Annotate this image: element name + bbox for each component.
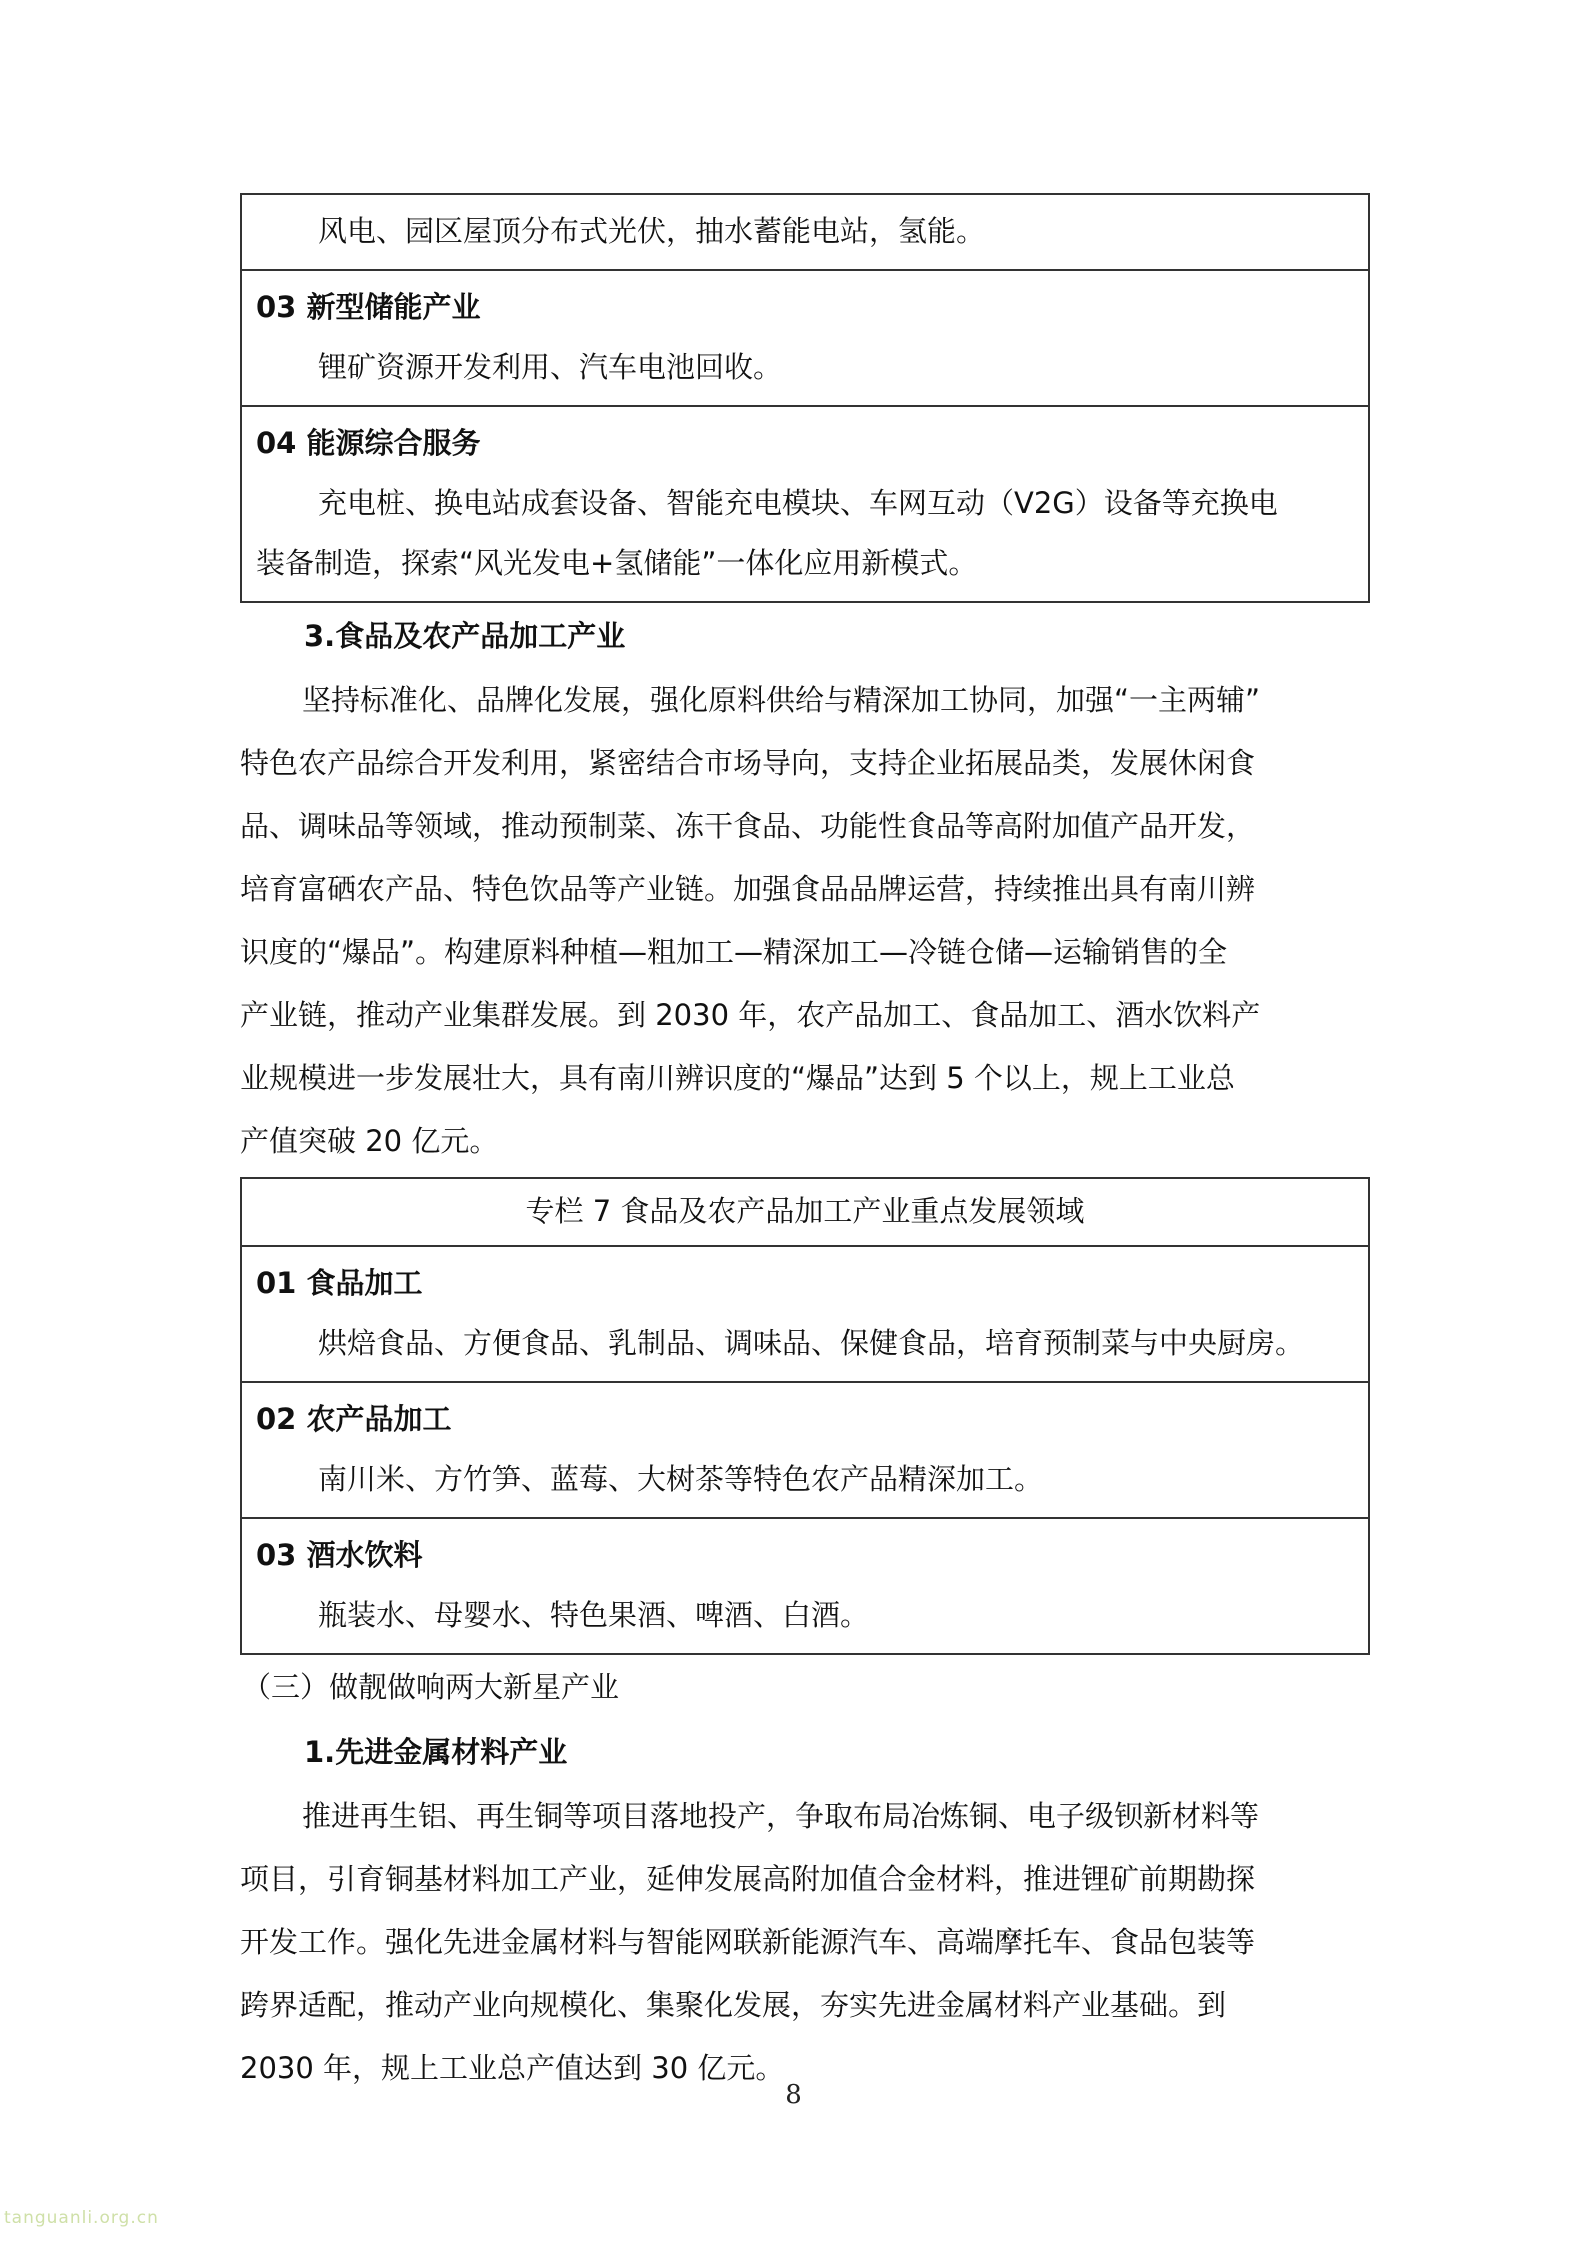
paragraph-line: 跨界适配，推动产业向规模化、集聚化发展，夯实先进金属材料产业基础。到	[240, 1988, 1227, 2022]
paragraph-line: 产值突破 20 亿元。	[240, 1124, 499, 1158]
paragraph-line: 培育富硒农产品、特色饮品等产业链。加强食品品牌运营，持续推出具有南川辨	[240, 872, 1256, 906]
table-cell-heading: 01 食品加工	[256, 1266, 423, 1300]
table-cell-agri	[242, 1383, 1368, 1519]
part-heading: （三）做靓做响两大新星产业	[242, 1670, 620, 1704]
paragraph-line: 2030 年，规上工业总产值达到 30 亿元。	[240, 2051, 785, 2085]
table-cell-text: 锂矿资源开发利用、汽车电池回收。	[318, 350, 783, 384]
table-cell-energy-service	[242, 407, 1368, 603]
table-cell-beverage	[242, 1519, 1368, 1655]
table-cell-food	[242, 1247, 1368, 1383]
paragraph-line: 特色农产品综合开发利用，紧密结合市场导向，支持企业拓展品类，发展休闲食	[240, 746, 1256, 780]
section-paragraph	[240, 669, 1370, 1173]
paragraph-line: 开发工作。强化先进金属材料与智能网联新能源汽车、高端摩托车、食品包装等	[240, 1925, 1256, 1959]
site-watermark: tanguanli.org.cn	[4, 2208, 159, 2228]
table-cell-continued	[242, 195, 1368, 271]
table-cell-heading: 03 新型储能产业	[256, 290, 481, 324]
paragraph-line: 产业链，推动产业集群发展。到 2030 年，农产品加工、食品加工、酒水饮料产	[240, 998, 1261, 1032]
paragraph-line: 业规模进一步发展壮大，具有南川辨识度的“爆品”达到 5 个以上，规上工业总	[240, 1061, 1235, 1095]
paragraph-line: 坚持标准化、品牌化发展，强化原料供给与精深加工协同，加强“一主两辅”	[302, 683, 1261, 717]
table-cell-text: 南川米、方竹笋、蓝莓、大树茶等特色农产品精深加工。	[318, 1462, 1044, 1496]
paragraph-line: 品、调味品等领域，推动预制菜、冻干食品、功能性食品等高附加值产品开发，	[240, 809, 1256, 843]
table-cell-heading: 04 能源综合服务	[256, 426, 481, 460]
food-focus-table	[240, 1177, 1370, 1655]
table-cell-storage	[242, 271, 1368, 407]
section-paragraph	[240, 1785, 1370, 2100]
table-cell-text: 充电桩、换电站成套设备、智能充电模块、车网互动（V2G）设备等充换电	[318, 486, 1278, 520]
table-title-cell	[242, 1179, 1368, 1247]
page-content	[240, 193, 1370, 2100]
paragraph-line: 识度的“爆品”。构建原料种植—粗加工—精深加工—冷链仓储—运输销售的全	[240, 935, 1228, 969]
table-cell-heading: 02 农产品加工	[256, 1402, 452, 1436]
section-heading: 3.食品及农产品加工产业	[304, 619, 626, 653]
paragraph-line: 推进再生铝、再生铜等项目落地投产，争取布局冶炼铜、电子级钡新材料等	[302, 1799, 1260, 1833]
table-cell-text: 装备制造，探索“风光发电+氢储能”一体化应用新模式。	[256, 546, 978, 580]
table-cell-text: 瓶装水、母婴水、特色果酒、啤酒、白酒。	[318, 1598, 870, 1632]
table-title: 专栏 7 食品及农产品加工产业重点发展领域	[525, 1194, 1085, 1228]
page-number: 8	[785, 2080, 802, 2110]
paragraph-line: 项目，引育铜基材料加工产业，延伸发展高附加值合金材料，推进锂矿前期勘探	[240, 1862, 1256, 1896]
section-heading: 1.先进金属材料产业	[304, 1735, 568, 1769]
table-cell-text: 风电、园区屋顶分布式光伏，抽水蓄能电站，氢能。	[318, 214, 986, 248]
energy-focus-table	[240, 193, 1370, 603]
table-cell-heading: 03 酒水饮料	[256, 1538, 423, 1572]
table-cell-text: 烘焙食品、方便食品、乳制品、调味品、保健食品，培育预制菜与中央厨房。	[318, 1326, 1305, 1360]
